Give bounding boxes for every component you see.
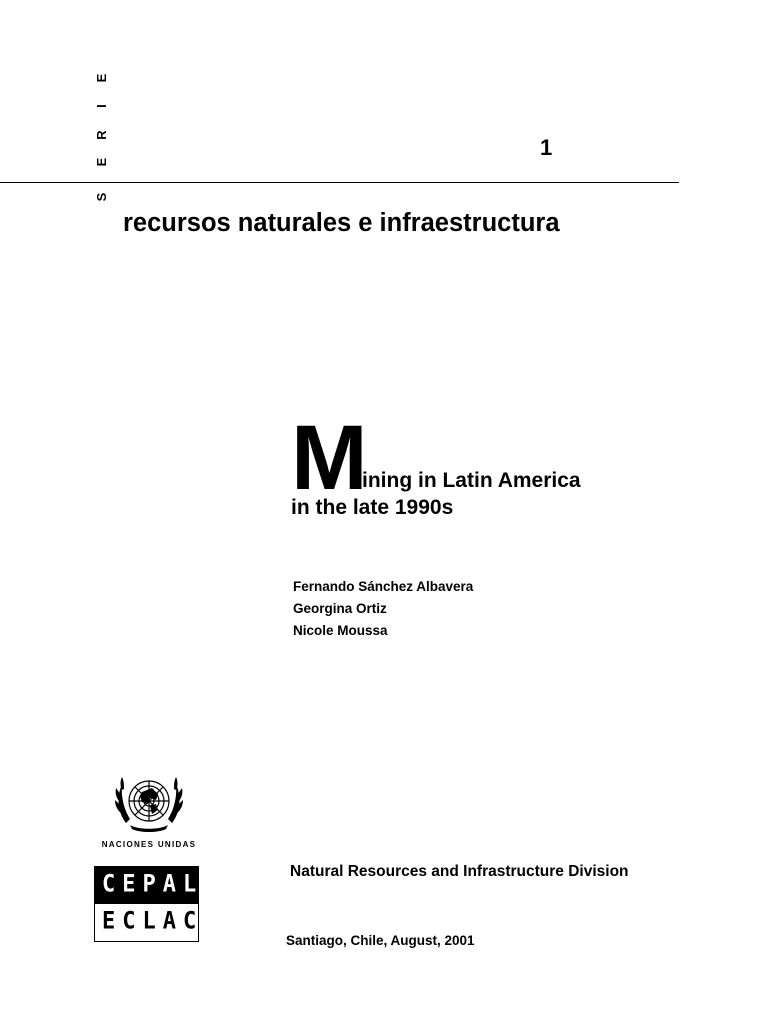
series-title: recursos naturales e infraestructura — [123, 209, 560, 237]
serie-letter-i: I — [94, 104, 109, 108]
book-title-rest: ining in Latin America — [362, 469, 581, 492]
un-label: NACIONES UNIDAS — [101, 840, 197, 849]
cepal-wordmark: CEPAL — [102, 870, 204, 899]
un-emblem-icon — [112, 768, 186, 838]
serie-letter-r: R — [94, 130, 109, 140]
authors-list — [293, 576, 473, 642]
book-title — [291, 407, 581, 521]
author-name: Georgina Ortiz — [293, 601, 387, 616]
eclac-logo-bottom — [95, 904, 204, 940]
eclac-wordmark: ECLAC — [102, 907, 204, 936]
author-name: Fernando Sánchez Albavera — [293, 579, 474, 594]
book-title-line2: in the late 1990s — [291, 496, 454, 519]
cepal-logo-top — [95, 867, 204, 904]
dropcap: M — [291, 407, 366, 509]
cepal-eclac-logo — [94, 866, 204, 942]
serie-letter-e: E — [94, 157, 109, 167]
serie-letter-s: S — [94, 192, 109, 202]
author-name: Nicole Moussa — [293, 623, 388, 638]
division-name: Natural Resources and Infrastructure Division — [290, 863, 629, 880]
place-date: Santiago, Chile, August, 2001 — [286, 933, 475, 948]
header-rule — [0, 182, 679, 183]
series-number: 1 — [540, 135, 553, 160]
serie-letter-e2: E — [94, 73, 109, 83]
